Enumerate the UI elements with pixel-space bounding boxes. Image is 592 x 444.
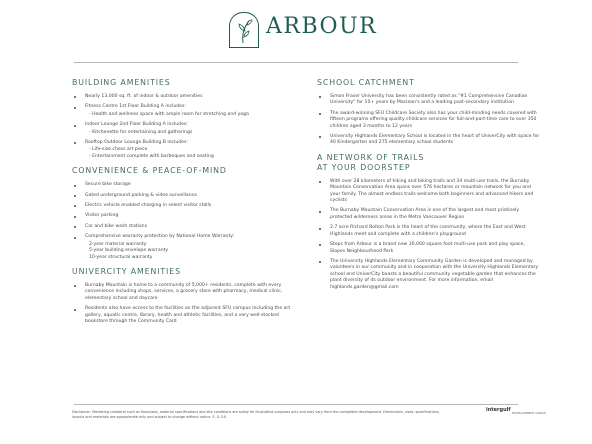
list-item xyxy=(72,213,300,219)
section-title xyxy=(317,153,541,173)
list-item xyxy=(72,140,300,160)
section-building-amenities xyxy=(72,78,300,160)
header-divider xyxy=(74,62,518,63)
leaf-arch-icon xyxy=(229,12,259,48)
sub-item: 10-year structural warranty xyxy=(89,254,153,260)
list-item xyxy=(72,182,300,188)
section-trails xyxy=(317,153,541,291)
list-item-text: The Burnaby Mountain Conservation Area is one of the largest and most pristinely protected wilderness areas in the Metro Vancouver Region xyxy=(330,208,520,220)
list-item-text: Comprehensive warranty protection by National Home Warranty: xyxy=(85,234,235,240)
convenience-list xyxy=(72,182,300,261)
list-item-text: The award-winning SFU Childcare Society also has your child-minding needs covered with fifteen programs offering quality childcare services for full-and-part-time care to over 350 children aged 3 months to 12 years xyxy=(330,110,537,129)
sub-item: - Health and wellness space with ample room for stretching and yoga xyxy=(89,111,249,117)
list-item xyxy=(72,283,300,302)
sub-item: - Life-size chess art piece xyxy=(89,147,148,153)
amenity-list xyxy=(72,94,300,160)
list-item xyxy=(72,122,300,136)
list-item xyxy=(317,259,541,291)
sub-list xyxy=(85,242,300,261)
univercity-list xyxy=(72,283,300,325)
list-item-text: Fitness Centre 1st Floor Building A includes: xyxy=(85,104,186,110)
list-item xyxy=(72,234,300,261)
list-item-text: Nearly 13,000 sq. ft. of indoor & outdoor amenities xyxy=(85,94,203,99)
footer-divider xyxy=(74,404,518,405)
list-item xyxy=(72,224,300,230)
developer-name: intergulf xyxy=(486,407,511,413)
list-item xyxy=(72,193,300,199)
section-title: CONVENIENCE & PEACE-OF-MIND xyxy=(72,166,227,176)
list-item-text: Car and bike wash stations xyxy=(85,223,147,229)
sub-item: - Kitchenette for entertaining and gatherings xyxy=(89,129,193,135)
list-item xyxy=(72,94,300,100)
sub-list xyxy=(85,147,300,160)
section-title: SCHOOL CATCHMENT xyxy=(317,78,415,87)
list-item xyxy=(317,242,541,255)
list-item-text: Burnaby Mountain is home to a community of 5,000+ residents, complete with every convenience including shops, services, a grocery store with pharmacy, medical clinic, elementary school and daycare xyxy=(85,282,283,301)
list-item-text: Rooftop Outdoor Lounge Building B includes: xyxy=(85,140,188,146)
section-school-catchment xyxy=(317,78,541,147)
list-item-text: 2.7 acre Richard Bolton Park is the heart of the community, where the East and West Highlands meet and complete with a children's playground xyxy=(330,225,526,237)
list-item xyxy=(317,179,541,205)
developer-tagline: DEVELOPMENT GROUP xyxy=(512,411,547,415)
disclaimer: Disclaimer: Marketing collateral such as floorplans, material specifications and site conditions are solely for illustrative purposes only and may vary from the completed development. Dimensions, sizes, specifications, layouts and materials are approximate only and subject to change without notice. E. & O.E. xyxy=(72,410,440,419)
section-title: BUILDING AMENITIES xyxy=(72,78,171,87)
list-item-text: Electric vehicle enabled charging in select visitor stalls xyxy=(85,203,212,209)
list-item-text: Steps from Arbour is a brand new 30,000 square foot multi-use park and play space, Slopes Neighbourhood Park xyxy=(330,242,525,254)
list-item xyxy=(72,306,300,325)
school-list xyxy=(317,94,541,147)
list-item xyxy=(317,134,541,147)
trails-title-line1: A NETWORK OF TRAILS xyxy=(317,152,425,162)
right-column xyxy=(317,78,541,297)
list-item xyxy=(317,225,541,238)
sub-list xyxy=(85,130,300,136)
trails-title-line2: AT YOUR DOORSTEP xyxy=(317,162,411,172)
section-title: UNIVERCITY AMENITIES xyxy=(72,266,181,276)
sub-item: - Entertainment complete with barbeques and seating xyxy=(89,153,214,159)
sub-list xyxy=(85,112,300,118)
list-item-text: Secure bike storage xyxy=(85,182,131,188)
brand-name: ARBOUR xyxy=(266,14,378,39)
list-item-text: Visitor parking xyxy=(85,213,119,219)
sub-item: 2-year material warranty xyxy=(89,241,147,247)
list-item xyxy=(317,111,541,130)
list-item xyxy=(72,104,300,118)
list-item-text: Gated underground parking & video surveillance xyxy=(85,192,198,198)
list-item xyxy=(317,208,541,221)
sub-item: 5-year building envelope warranty xyxy=(89,248,169,254)
section-convenience xyxy=(72,166,300,261)
trails-list xyxy=(317,179,541,291)
list-item-text: University Highlands Elementary School is located in the heart of UniverCity with space for 40 Kindergarten and 275 elementary school students xyxy=(330,134,540,146)
list-item-text: Indoor Lounge 2nd Floor Building A includes: xyxy=(85,122,188,128)
list-item-text: Residents also have access to the facilities on the adjacent SFU campus including the art gallery, aquatic centre, library, health and athletic facilities, and a very well-stocked bookstore through the Community Card xyxy=(85,306,291,324)
list-item-text: With over 28 kilometers of hiking and biking trails and 34 multi-use trails, the Burnaby Mountain Conservation Area spans over 576 hectares or mountain network for you and your family. The almost endless trails welcome both beginners and advanced hikers and cyclists xyxy=(330,178,534,204)
list-item xyxy=(317,94,541,107)
list-item-text: Simon Fraser University has been consistently rated as "#1 Comprehensive Canadian University" for 10+ years by Maclean's and a leading post-secondary institution xyxy=(330,94,528,106)
list-item-text: The University Highlands Elementary Community Garden is developed and managed by volunteers in our community and in cooperation with the University Highlands Elementary school and UniverCity boasts a beautiful community vegetable garden that enhances the plant diversity of its outdoor environment. For more information, email highlands.garden@gmail.com xyxy=(330,258,539,290)
list-item xyxy=(72,203,300,209)
section-univercity-amenities xyxy=(72,267,300,325)
left-column xyxy=(72,78,300,331)
